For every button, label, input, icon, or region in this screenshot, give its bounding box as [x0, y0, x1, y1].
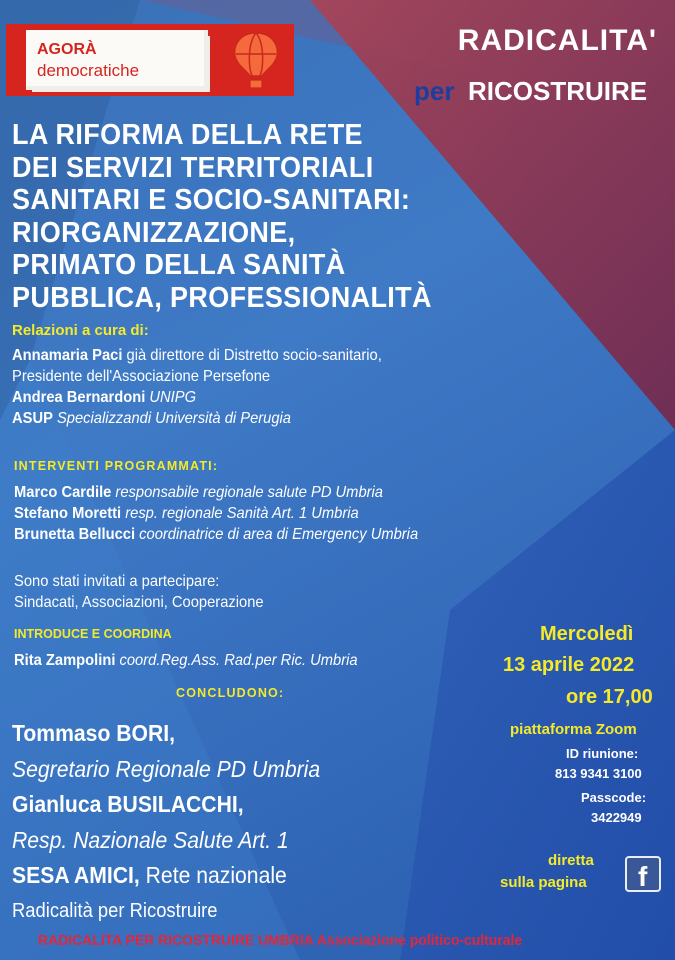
agora-logo [6, 24, 294, 96]
zoom-id-label: ID riunione: [566, 746, 639, 761]
concludono-list [12, 716, 320, 929]
facebook-icon[interactable] [625, 856, 661, 892]
title-line: PRIMATO DELLA SANITÀ [12, 249, 346, 281]
concludono-heading: CONCLUDONO: [176, 686, 285, 700]
interventi-list [14, 482, 418, 545]
speaker-role: coord.Reg.Ass. Rad.per Ric. Umbria [115, 652, 358, 669]
speaker-name: Brunetta Bellucci [14, 526, 136, 543]
logo-line2: democratiche [37, 61, 140, 80]
speaker-role: resp. regionale Sanità Art. 1 Umbria [121, 505, 359, 522]
live-text-line1: diretta [548, 852, 594, 869]
speaker-role: Radicalità per Ricostruire [12, 899, 218, 922]
header-ricostruire: RICOSTRUIRE [468, 76, 648, 106]
zoom-passcode-label: Passcode: [581, 790, 647, 805]
speaker-name: Marco Cardile [14, 484, 112, 501]
title-line: PUBBLICA, PROFESSIONALITÀ [12, 281, 432, 314]
facebook-letter: f [638, 861, 648, 892]
live-text-line2: sulla pagina [500, 874, 587, 891]
zoom-passcode-value[interactable]: 3422949 [591, 810, 642, 825]
speaker-role: Presidente dell'Associazione Persefone [12, 368, 271, 385]
speaker-name: Rita Zampolini [14, 652, 116, 669]
event-platform: piattaforma Zoom [510, 721, 637, 738]
header-radicalita: RADICALITA' [457, 24, 657, 57]
speaker-role: Specializzandi Università di Perugia [52, 410, 291, 427]
balloon-icon [228, 30, 284, 90]
speaker-role: UNIPG [145, 389, 197, 406]
logo-line1: AGORÀ [37, 41, 97, 58]
speaker-role: Rete nazionale [139, 862, 287, 888]
speaker-name: ASUP [12, 410, 53, 427]
event-day: Mercoledì [540, 623, 634, 645]
interventi-heading: INTERVENTI PROGRAMMATI: [14, 459, 219, 473]
speaker-name: Gianluca BUSILACCHI, [12, 791, 244, 817]
speaker-role: coordinatrice di area di Emergency Umbria [135, 526, 419, 543]
header-per: per [414, 76, 455, 106]
speaker-name: Annamaria Paci [12, 347, 123, 364]
relazioni-heading: Relazioni a cura di: [12, 322, 149, 339]
speaker-name: SESA AMICI, [12, 862, 140, 888]
introduce-heading: INTRODUCE E COORDINA [14, 627, 172, 641]
invitati-text [14, 571, 264, 613]
speaker-role: Segretario Regionale PD Umbria [12, 755, 321, 782]
relazioni-list [12, 345, 382, 429]
introduce-speaker [14, 650, 358, 671]
speaker-role: responsabile regionale salute PD Umbria [111, 484, 383, 501]
zoom-id-value[interactable]: 813 9341 3100 [555, 766, 642, 781]
title-line: RIORGANIZZAZIONE, [12, 216, 296, 249]
speaker-name: Stefano Moretti [14, 505, 122, 522]
speaker-role: già direttore di Distretto socio-sanitario, [122, 347, 382, 364]
footer-text: RADICALITA PER RICOSTRUIRE UMBRIA Associazione politico-culturale [38, 932, 523, 949]
title-line: DEI SERVIZI TERRITORIALI [12, 151, 374, 184]
speaker-name: Andrea Bernardoni [12, 389, 146, 406]
invitati-line: Sindacati, Associazioni, Cooperazione [14, 594, 264, 611]
title-line: SANITARI E SOCIO-SANITARI: [12, 184, 411, 216]
invitati-line: Sono stati invitati a partecipare: [14, 573, 220, 590]
speaker-name: Tommaso BORI, [12, 720, 176, 746]
page-title [12, 119, 432, 314]
event-date: 13 aprile 2022 [503, 654, 635, 676]
speaker-role: Resp. Nazionale Salute Art. 1 [12, 826, 289, 853]
event-time: ore 17,00 [566, 686, 653, 708]
title-line: LA RIFORMA DELLA RETE [12, 119, 363, 151]
